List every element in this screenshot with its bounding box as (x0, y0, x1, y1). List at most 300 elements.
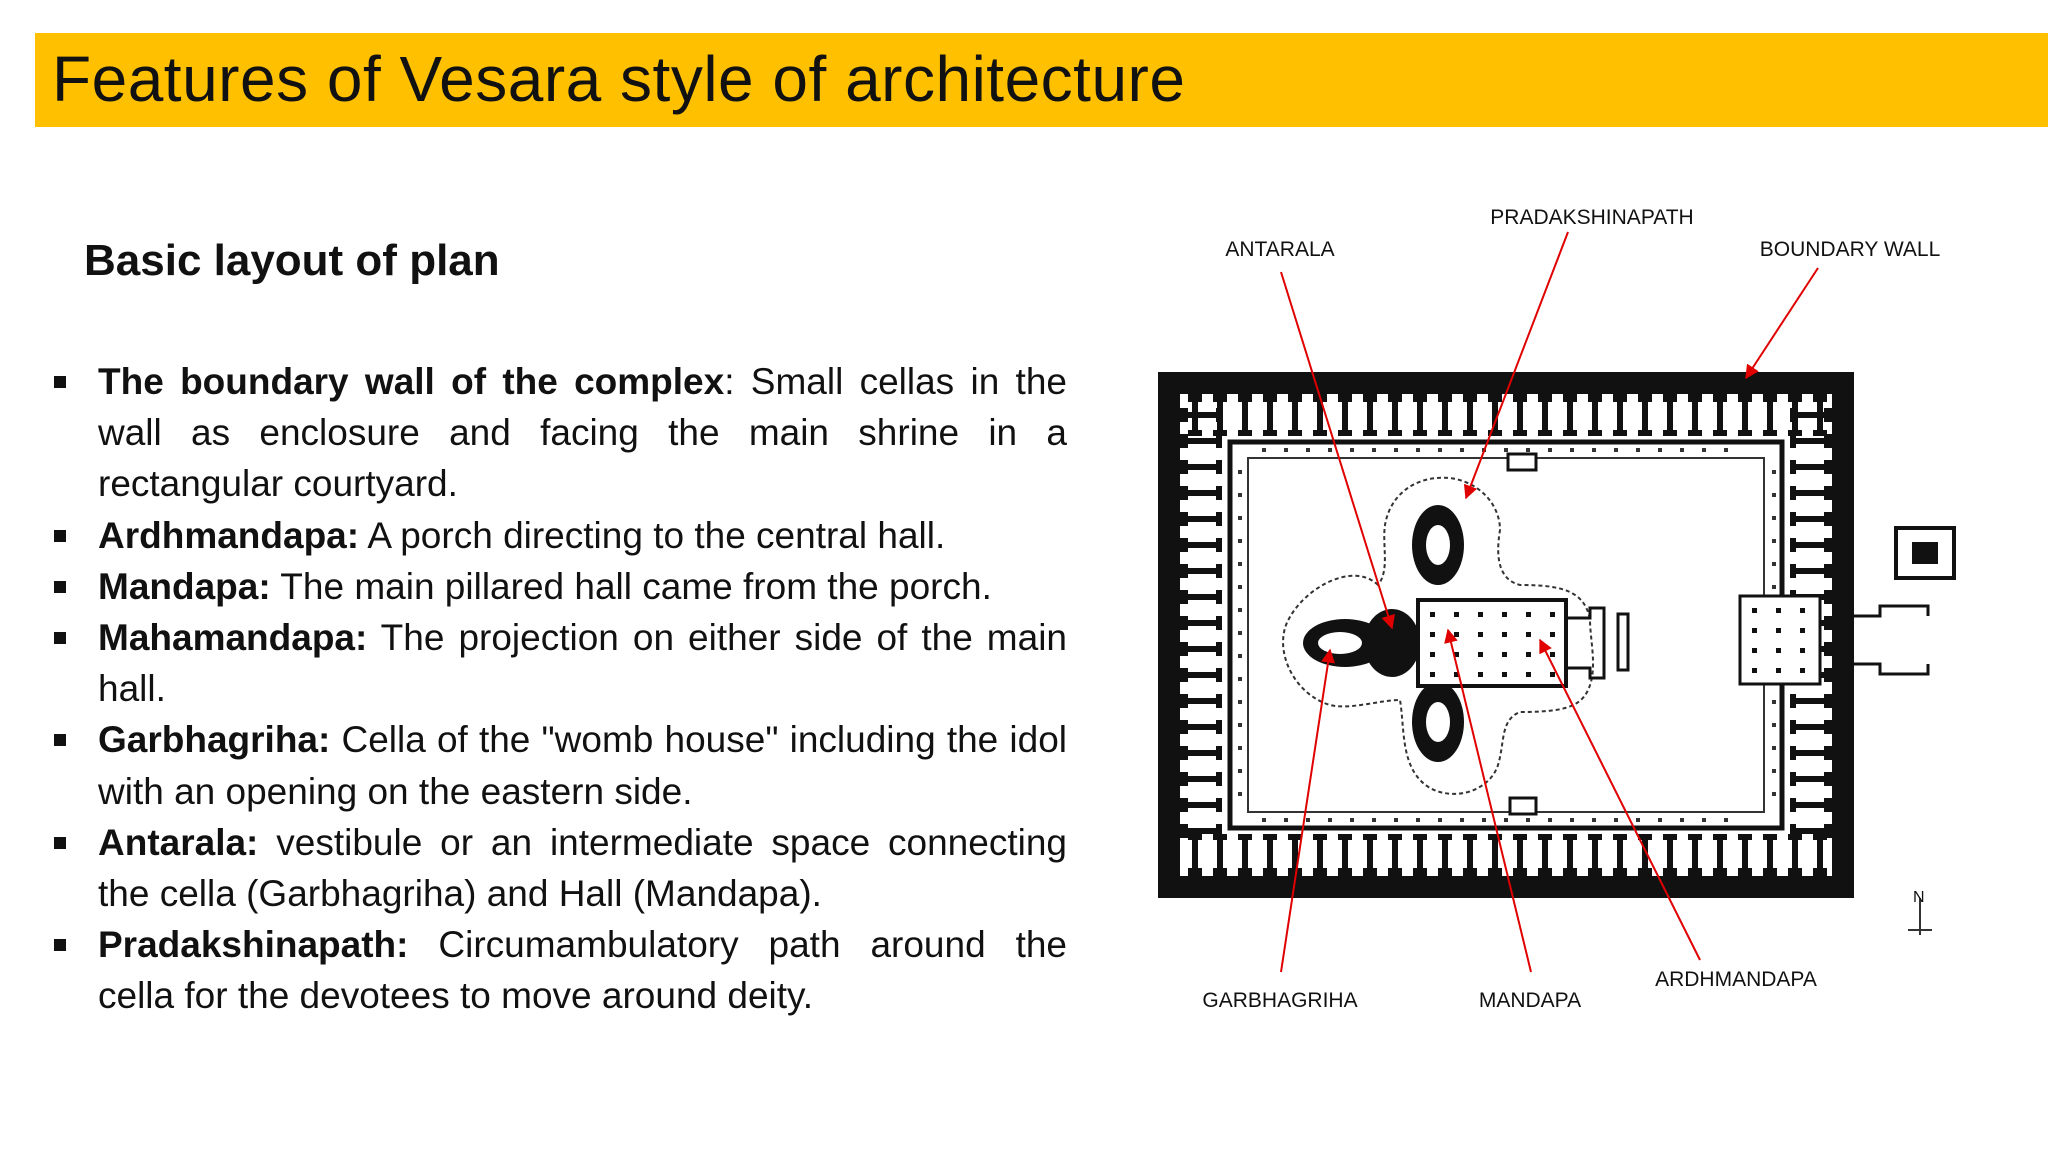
wall-cella (1792, 840, 1798, 868)
courtyard-pillar (1702, 818, 1706, 822)
courtyard-pillar (1772, 539, 1776, 543)
north-gate (1508, 454, 1536, 470)
wall-cella (1692, 402, 1698, 430)
wall-cella (1188, 776, 1216, 782)
courtyard-pillar (1262, 448, 1266, 452)
gateway-extension (1854, 606, 1928, 674)
gateway-pillar (1776, 668, 1781, 673)
wall-cella (1824, 668, 1832, 682)
wall-cella (1180, 538, 1188, 552)
porch-step (1618, 614, 1628, 670)
wall-cella (1717, 840, 1723, 868)
ardhmandapa-porch (1566, 608, 1604, 678)
wall-cella (1438, 430, 1452, 436)
bullet-garbhagriha (52, 714, 1067, 816)
wall-cella (1388, 394, 1402, 402)
bullet-text: The projection on either side of the main hall. (98, 617, 1067, 710)
courtyard-pillar (1372, 448, 1376, 452)
south-gate (1510, 798, 1536, 814)
wall-cella (1638, 868, 1652, 876)
courtyard-pillar (1284, 818, 1288, 822)
wall-cella (1824, 590, 1832, 604)
wall-cella (1463, 868, 1477, 876)
courtyard-pillar (1238, 562, 1242, 566)
wall-cella (1763, 430, 1777, 436)
hall-pillar (1454, 612, 1459, 617)
wall-cella (1180, 408, 1188, 422)
courtyard-pillar (1306, 818, 1310, 822)
wall-cella (1796, 438, 1824, 444)
label-pradakshinapath: PRADAKSHINAPATH (1490, 206, 1694, 229)
wall-cella (1216, 512, 1222, 526)
wall-cella (1713, 394, 1727, 402)
detached-pavilion-core (1912, 542, 1938, 564)
wall-cella (1216, 772, 1222, 786)
wall-cella (1788, 394, 1802, 402)
gateway-pillar (1776, 608, 1781, 613)
wall-cella (1188, 516, 1216, 522)
wall-cella (1517, 840, 1523, 868)
courtyard-pillar (1328, 448, 1332, 452)
bullet-term: Mandapa: (98, 565, 271, 607)
courtyard-pillar (1570, 448, 1574, 452)
square-bullet-icon (54, 376, 66, 388)
west-shrine-lobe-inner (1318, 632, 1362, 654)
wall-cella (1638, 430, 1652, 436)
wall-cella (1438, 394, 1452, 402)
wall-cella (1824, 616, 1832, 630)
gateway-pillar (1776, 648, 1781, 653)
wall-cella (1216, 616, 1222, 630)
wall-cella (1817, 840, 1823, 868)
bullet-text: The main pillared hall came from the porch. (270, 565, 992, 607)
wall-cella (1663, 394, 1677, 402)
wall-cella (1790, 564, 1796, 578)
gateway-pillar (1800, 668, 1805, 673)
courtyard-pillar (1238, 654, 1242, 658)
gateway-pillar (1776, 628, 1781, 633)
courtyard-pillar (1504, 818, 1508, 822)
wall-cella (1738, 868, 1752, 876)
hall-pillar (1454, 632, 1459, 637)
courtyard-pillar (1350, 448, 1354, 452)
courtyard-pillar (1328, 818, 1332, 822)
courtyard-pillar (1238, 769, 1242, 773)
wall-cella (1392, 840, 1398, 868)
wall-cella (1796, 542, 1824, 548)
wall-cella (1563, 834, 1577, 840)
bullet-term: The boundary wall of the complex (98, 361, 725, 402)
courtyard-pillar (1238, 493, 1242, 497)
courtyard-pillar (1438, 448, 1442, 452)
courtyard-pillar (1772, 769, 1776, 773)
wall-cella (1796, 776, 1824, 782)
courtyard-pillar (1238, 723, 1242, 727)
wall-cella (1363, 868, 1377, 876)
wall-cella (1790, 720, 1796, 734)
bullet-text: vestibule or an intermediate space connecting the cella (Garbhagriha) and Hall (Mandapa). (98, 821, 1067, 915)
wall-cella (1180, 798, 1188, 812)
wall-cella (1242, 402, 1248, 430)
wall-cella (1663, 868, 1677, 876)
wall-cella (1796, 412, 1824, 418)
wall-cella (1188, 750, 1216, 756)
courtyard-pillar (1372, 818, 1376, 822)
wall-cella (1824, 408, 1832, 422)
wall-cella (1263, 394, 1277, 402)
wall-cella (1180, 486, 1188, 500)
wall-cella (1342, 402, 1348, 430)
wall-cella (1824, 746, 1832, 760)
courtyard-pillar (1724, 818, 1728, 822)
wall-cella (1216, 408, 1222, 422)
square-bullet-icon (54, 632, 66, 644)
wall-cella (1263, 868, 1277, 876)
wall-cella (1796, 750, 1824, 756)
gateway-pillar (1800, 628, 1805, 633)
hall-pillar (1526, 612, 1531, 617)
hall-pillar (1430, 652, 1435, 657)
courtyard-pillar (1772, 792, 1776, 796)
wall-cella (1180, 616, 1188, 630)
wall-cella (1216, 642, 1222, 656)
wall-cella (1388, 834, 1402, 840)
courtyard-pillar (1394, 818, 1398, 822)
wall-cella (1763, 868, 1777, 876)
north-marker-label: N (1913, 889, 1925, 906)
wall-cella (1538, 394, 1552, 402)
wall-cella (1467, 402, 1473, 430)
courtyard-pillar (1460, 818, 1464, 822)
wall-cella (1796, 698, 1824, 704)
wall-cella (1790, 408, 1796, 422)
wall-cella (1638, 394, 1652, 402)
bullet-separator: : (724, 361, 735, 402)
bullet-boundary-wall (52, 356, 1067, 510)
wall-cella (1313, 868, 1327, 876)
wall-cella (1363, 834, 1377, 840)
wall-cella (1788, 868, 1802, 876)
courtyard-pillar (1238, 792, 1242, 796)
wall-cella (1588, 868, 1602, 876)
courtyard-pillar (1570, 818, 1574, 822)
wall-cella (1363, 394, 1377, 402)
wall-cella (1238, 394, 1252, 402)
wall-cella (1513, 394, 1527, 402)
bullet-pradakshinapath (52, 919, 1067, 1021)
wall-cella (1288, 394, 1302, 402)
wall-cella (1567, 402, 1573, 430)
wall-cella (1796, 516, 1824, 522)
hall-pillar (1502, 672, 1507, 677)
wall-cella (1663, 834, 1677, 840)
bullet-term: Ardhmandapa: (98, 514, 360, 556)
wall-cella (1180, 590, 1188, 604)
wall-cella (1292, 402, 1298, 430)
courtyard-pillar (1702, 448, 1706, 452)
wall-cella (1217, 840, 1223, 868)
wall-cella (1188, 438, 1216, 444)
wall-cella (1438, 868, 1452, 876)
gateway-pillar (1752, 628, 1757, 633)
wall-cella (1188, 430, 1202, 436)
courtyard-pillar (1658, 818, 1662, 822)
wall-cella (1796, 724, 1824, 730)
wall-cella (1796, 568, 1824, 574)
square-bullet-icon (54, 837, 66, 849)
courtyard-pillar (1284, 448, 1288, 452)
hall-pillar (1550, 672, 1555, 677)
courtyard-pillar (1394, 448, 1398, 452)
wall-cella (1824, 460, 1832, 474)
wall-cella (1663, 430, 1677, 436)
wall-cella (1563, 430, 1577, 436)
bullet-mandapa (52, 561, 1067, 612)
wall-cella (1216, 746, 1222, 760)
wall-cella (1188, 568, 1216, 574)
courtyard-pillar (1772, 746, 1776, 750)
wall-cella (1513, 834, 1527, 840)
square-bullet-icon (54, 734, 66, 746)
courtyard-pillar (1614, 448, 1618, 452)
courtyard-pillar (1262, 818, 1266, 822)
wall-cella (1796, 464, 1824, 470)
north-shrine-lobe-inner (1426, 525, 1450, 565)
wall-cella (1617, 402, 1623, 430)
bullet-ardhmandapa (52, 510, 1067, 561)
wall-cella (1617, 840, 1623, 868)
courtyard-pillar (1680, 818, 1684, 822)
wall-cella (1824, 564, 1832, 578)
wall-cella (1713, 430, 1727, 436)
wall-cella (1763, 834, 1777, 840)
wall-cella (1288, 834, 1302, 840)
temple-plan-figure (1140, 190, 1970, 1030)
gateway-pillar (1800, 648, 1805, 653)
courtyard-pillar (1238, 608, 1242, 612)
wall-cella (1588, 834, 1602, 840)
wall-cella (1538, 834, 1552, 840)
wall-cella (1192, 840, 1198, 868)
wall-cella (1263, 834, 1277, 840)
wall-cella (1267, 402, 1273, 430)
wall-cella (1180, 772, 1188, 786)
wall-cella (1213, 868, 1227, 876)
wall-cella (1238, 430, 1252, 436)
wall-cella (1417, 840, 1423, 868)
wall-cella (1824, 434, 1832, 448)
wall-cella (1588, 430, 1602, 436)
wall-cella (1188, 594, 1216, 600)
courtyard-pillar (1238, 700, 1242, 704)
wall-cella (1467, 840, 1473, 868)
wall-cella (1463, 430, 1477, 436)
wall-cella (1790, 824, 1796, 838)
wall-cella (1216, 460, 1222, 474)
wall-cella (1180, 642, 1188, 656)
wall-cella (1688, 834, 1702, 840)
wall-cella (1824, 486, 1832, 500)
wall-cella (1824, 720, 1832, 734)
wall-cella (1216, 486, 1222, 500)
wall-cella (1188, 828, 1216, 834)
wall-cella (1180, 434, 1188, 448)
wall-cella (1790, 538, 1796, 552)
wall-cella (1688, 394, 1702, 402)
label-antarala: ANTARALA (1225, 238, 1335, 261)
wall-cella (1488, 868, 1502, 876)
courtyard-pillar (1772, 562, 1776, 566)
wall-cella (1188, 698, 1216, 704)
bullet-text: Circumambulatory path around the cella for the devotees to move around deity. (98, 924, 1067, 1017)
courtyard-pillar (1592, 818, 1596, 822)
wall-cella (1790, 434, 1796, 448)
wall-cella (1796, 828, 1824, 834)
wall-cella (1717, 402, 1723, 430)
wall-cella (1813, 868, 1827, 876)
wall-cella (1463, 834, 1477, 840)
wall-cella (1188, 412, 1216, 418)
wall-cella (1188, 620, 1216, 626)
wall-cella (1513, 430, 1527, 436)
wall-cella (1216, 434, 1222, 448)
hall-pillar (1550, 632, 1555, 637)
wall-cella (1642, 402, 1648, 430)
wall-cella (1513, 868, 1527, 876)
wall-cella (1688, 430, 1702, 436)
courtyard-pillar (1772, 493, 1776, 497)
bullet-text: A porch directing to the central hall. (359, 514, 946, 556)
hall-pillar (1478, 632, 1483, 637)
wall-cella (1188, 394, 1202, 402)
wall-cella (1216, 564, 1222, 578)
wall-cella (1538, 868, 1552, 876)
courtyard-pillar (1772, 516, 1776, 520)
wall-cella (1790, 798, 1796, 812)
courtyard-pillar (1460, 448, 1464, 452)
courtyard-pillar (1724, 448, 1728, 452)
wall-cella (1367, 402, 1373, 430)
wall-cella (1824, 538, 1832, 552)
bullet-term: Antarala: (98, 821, 259, 863)
wall-cella (1824, 642, 1832, 656)
wall-cella (1188, 464, 1216, 470)
hall-pillar (1502, 632, 1507, 637)
hall-pillar (1430, 632, 1435, 637)
wall-cella (1413, 430, 1427, 436)
courtyard-pillar (1306, 448, 1310, 452)
wall-cella (1438, 834, 1452, 840)
wall-cella (1413, 868, 1427, 876)
wall-cella (1713, 868, 1727, 876)
wall-cella (1216, 694, 1222, 708)
wall-cella (1180, 564, 1188, 578)
wall-cella (1592, 840, 1598, 868)
wall-cella (1713, 834, 1727, 840)
courtyard-pillar (1238, 631, 1242, 635)
hall-pillar (1430, 612, 1435, 617)
courtyard-pillar (1504, 448, 1508, 452)
bullet-term: Mahamandapa: (98, 617, 368, 659)
wall-cella (1542, 402, 1548, 430)
wall-cella (1688, 868, 1702, 876)
title-bar (35, 33, 2048, 127)
wall-cella (1317, 840, 1323, 868)
wall-cella (1567, 840, 1573, 868)
wall-cella (1288, 430, 1302, 436)
wall-cella (1367, 840, 1373, 868)
square-bullet-icon (54, 581, 66, 593)
wall-cella (1413, 834, 1427, 840)
gateway-pillar (1752, 608, 1757, 613)
label-garbhagriha: GARBHAGRIHA (1202, 989, 1358, 1012)
wall-cella (1188, 868, 1202, 876)
wall-cella (1313, 430, 1327, 436)
square-bullet-icon (54, 530, 66, 542)
wall-cella (1238, 868, 1252, 876)
wall-cella (1388, 868, 1402, 876)
label-ardhmandapa: ARDHMANDAPA (1655, 968, 1817, 991)
wall-cella (1188, 724, 1216, 730)
wall-cella (1417, 402, 1423, 430)
courtyard-pillar (1636, 818, 1640, 822)
wall-cella (1188, 834, 1202, 840)
wall-cella (1790, 772, 1796, 786)
wall-cella (1667, 840, 1673, 868)
wall-cella (1188, 646, 1216, 652)
wall-cella (1238, 834, 1252, 840)
courtyard-pillar (1238, 470, 1242, 474)
wall-cella (1592, 402, 1598, 430)
wall-cella (1790, 512, 1796, 526)
bullet-term: Garbhagriha: (98, 719, 331, 761)
hall-pillar (1550, 612, 1555, 617)
wall-cella (1216, 538, 1222, 552)
courtyard-pillar (1238, 585, 1242, 589)
wall-cella (1216, 720, 1222, 734)
hall-pillar (1526, 672, 1531, 677)
wall-cella (1180, 668, 1188, 682)
courtyard-pillar (1772, 585, 1776, 589)
north-arrow-icon (1908, 889, 1932, 935)
wall-cella (1180, 720, 1188, 734)
wall-cella (1738, 394, 1752, 402)
courtyard-pillar (1772, 470, 1776, 474)
wall-cella (1517, 402, 1523, 430)
wall-cella (1796, 490, 1824, 496)
wall-cella (1613, 430, 1627, 436)
wall-cella (1563, 394, 1577, 402)
wall-cella (1563, 868, 1577, 876)
hall-pillar (1478, 672, 1483, 677)
gateway-pillar (1800, 608, 1805, 613)
label-boundary-wall: BOUNDARY WALL (1759, 238, 1941, 261)
wall-cella (1613, 868, 1627, 876)
wall-cella (1488, 834, 1502, 840)
wall-cella (1180, 460, 1188, 474)
wall-cella (1488, 394, 1502, 402)
wall-cella (1388, 430, 1402, 436)
courtyard-pillar (1772, 723, 1776, 727)
wall-cella (1492, 840, 1498, 868)
wall-cella (1338, 834, 1352, 840)
wall-cella (1216, 798, 1222, 812)
arrow-boundary-wall (1746, 268, 1818, 378)
courtyard-pillar (1238, 516, 1242, 520)
slide-title: Features of Vesara style of architecture (52, 43, 1186, 115)
courtyard-pillar (1548, 818, 1552, 822)
arrow-ardhmandapa (1540, 640, 1700, 960)
